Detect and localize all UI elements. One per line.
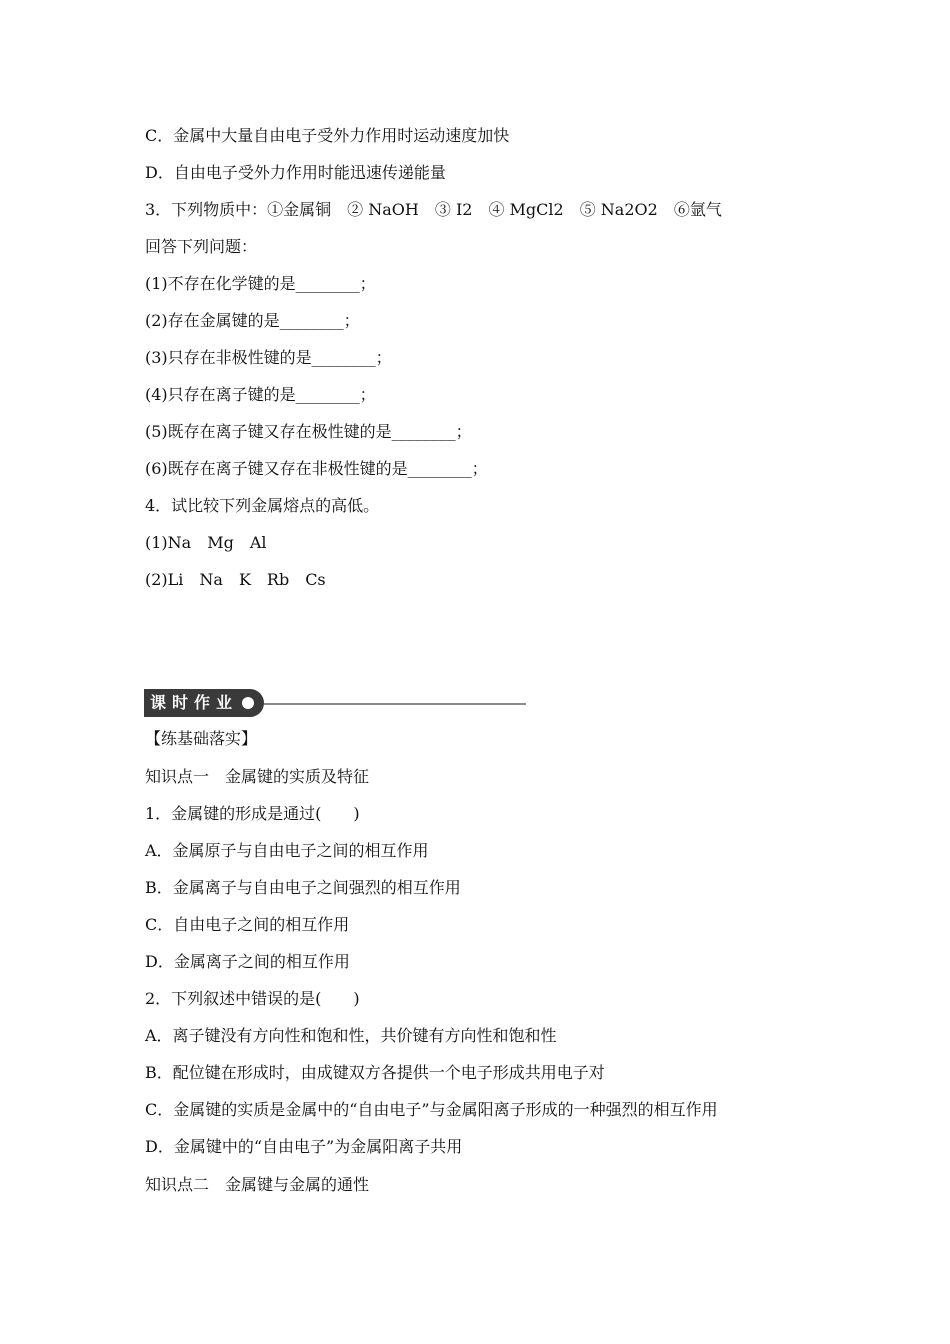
sub-question-1: (1)不存在化学键的是________； [145, 274, 376, 293]
q1-option-c: C．自由电子之间的相互作用 [145, 915, 350, 934]
sub-question-6: (6)既存在离子键又存在非极性键的是________； [145, 459, 488, 478]
banner-divider [264, 703, 526, 705]
section-banner-label: 课时作业 [144, 689, 264, 717]
q2-option-b: B．配位键在形成时，由成键双方各提供一个电子形成共用电子对 [145, 1063, 605, 1082]
question-2-text: 2．下列叙述中错误的是( ) [145, 989, 360, 1008]
q2-option-c: C．金属键的实质是金属中的“自由电子”与金属阳离子形成的一种强烈的相互作用 [145, 1100, 718, 1119]
q1-option-d: D．金属离子之间的相互作用 [145, 952, 350, 971]
sub-question-3: (3)只存在非极性键的是________； [145, 348, 392, 367]
section-banner [144, 689, 526, 717]
sub-question-5: (5)既存在离子键又存在极性键的是________； [145, 422, 472, 441]
question-3-text: 3．下列物质中：①金属铜 ② NaOH ③ I2 ④ MgCl2 ⑤ Na2O2 ⑥氩气 [145, 200, 722, 219]
q2-option-a: A．离子键没有方向性和饱和性，共价键有方向性和饱和性 [145, 1026, 557, 1045]
subsection-heading: 【练基础落实】 [145, 729, 258, 748]
option-c-text: C．金属中大量自由电子受外力作用时运动速度加快 [145, 126, 510, 145]
question-4-part-1: (1)Na Mg Al [145, 533, 267, 552]
q1-option-b: B．金属离子与自由电子之间强烈的相互作用 [145, 878, 461, 897]
option-d-text: D．自由电子受外力作用时能迅速传递能量 [145, 163, 446, 182]
q1-option-a: A．金属原子与自由电子之间的相互作用 [145, 841, 429, 860]
question-4-text: 4．试比较下列金属熔点的高低。 [145, 496, 380, 515]
sub-question-4: (4)只存在离子键的是________； [145, 385, 376, 404]
sub-question-2: (2)存在金属键的是________； [145, 311, 360, 330]
circle-icon [242, 697, 254, 709]
question-1-text: 1．金属键的形成是通过( ) [145, 804, 360, 823]
question-3-prompt: 回答下列问题： [145, 237, 258, 256]
knowledge-point-1: 知识点一 金属键的实质及特征 [145, 767, 370, 786]
q2-option-d: D．金属键中的“自由电子”为金属阳离子共用 [145, 1137, 463, 1156]
knowledge-point-2: 知识点二 金属键与金属的通性 [145, 1175, 370, 1194]
question-4-part-2: (2)Li Na K Rb Cs [145, 570, 326, 589]
